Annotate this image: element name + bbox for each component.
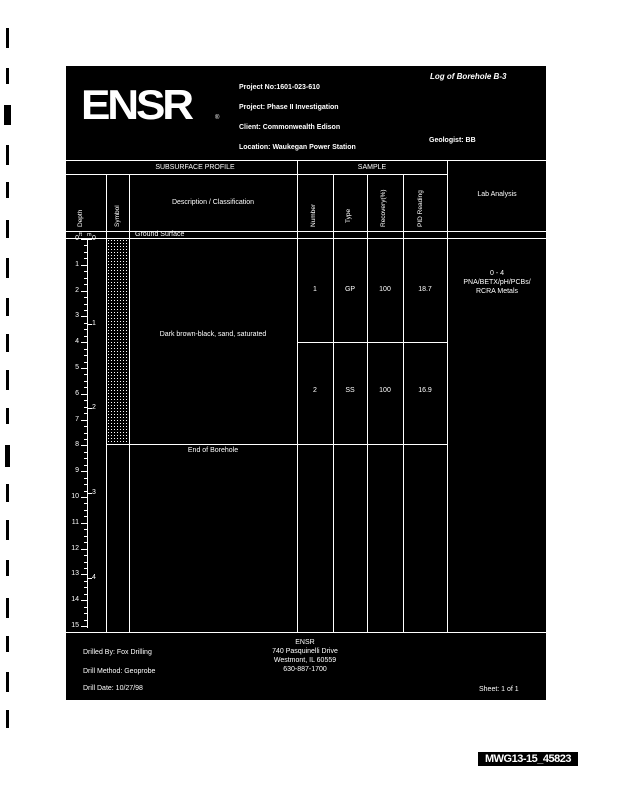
depth-minor-tick: [84, 355, 87, 356]
drilled-by: Drilled By: Fox Drilling: [83, 649, 152, 656]
depth-ft-tick: [81, 626, 87, 627]
depth-ft-label: 1: [75, 260, 79, 268]
depth-ft-tick: [81, 368, 87, 369]
depth-minor-tick: [84, 278, 87, 279]
lab-analytes-line1: PNA/BETX/pH/PCBs/: [463, 279, 531, 286]
depth-minor-tick: [84, 594, 87, 595]
sample-2-number: 2: [313, 387, 317, 394]
sample-2-pid: 16.9: [418, 387, 432, 394]
depth-minor-tick: [84, 362, 87, 363]
layer-description: Dark brown-black, sand, saturated: [159, 331, 267, 338]
depth-m-label: 3: [92, 488, 96, 496]
depth-ft-label: 13: [71, 570, 79, 578]
depth-minor-tick: [84, 581, 87, 582]
depth-ft-tick: [81, 420, 87, 421]
sample-1-type: GP: [344, 286, 356, 293]
sample-1-number: 1: [313, 286, 317, 293]
depth-ft-label: 12: [71, 544, 79, 552]
depth-ft-label: 2: [75, 286, 79, 294]
depth-minor-tick: [84, 452, 87, 453]
depth-minor-tick: [84, 607, 87, 608]
number-column-header: Number: [310, 203, 317, 227]
depth-minor-tick: [84, 478, 87, 479]
depth-ft-label: 4: [75, 338, 79, 346]
depth-minor-tick: [84, 310, 87, 311]
registered-mark: ®: [215, 115, 220, 121]
depth-minor-tick: [84, 407, 87, 408]
depth-minor-tick: [84, 555, 87, 556]
depth-ft-label: 5: [75, 364, 79, 371]
depth-minor-tick: [84, 258, 87, 259]
depth-ft-tick: [81, 291, 87, 292]
depth-minor-tick: [84, 400, 87, 401]
depth-minor-tick: [84, 613, 87, 614]
end-of-borehole-label: End of Borehole: [187, 447, 239, 454]
company-address-line1: 740 Pasquinelli Drive: [272, 648, 338, 655]
depth-ft-tick: [81, 239, 87, 240]
ground-surface-label: Ground Surface: [135, 231, 185, 238]
depth-minor-tick: [84, 458, 87, 459]
scan-edge-marks: [0, 0, 14, 800]
depth-minor-tick: [84, 304, 87, 305]
sample-2-recovery: 100: [379, 387, 391, 394]
recovery-column-header: Recovery(%): [380, 189, 387, 227]
depth-minor-tick: [84, 349, 87, 350]
depth-ft-label: 9: [75, 467, 79, 475]
sample-heading: SAMPLE: [357, 164, 387, 171]
depth-ft-tick: [81, 600, 87, 601]
depth-minor-tick: [84, 491, 87, 492]
depth-minor-tick: [84, 465, 87, 466]
depth-minor-tick: [84, 503, 87, 504]
location: Location: Waukegan Power Station: [239, 144, 356, 151]
depth-minor-tick: [84, 387, 87, 388]
depth-ft-tick: [81, 265, 87, 266]
depth-ft-label: 6: [75, 389, 79, 397]
type-column-header: Type: [345, 208, 352, 223]
project-name: Project: Phase II Investigation: [239, 104, 339, 111]
depth-minor-tick: [84, 284, 87, 285]
depth-ft-label: 0: [75, 235, 79, 242]
depth-minor-tick: [84, 252, 87, 253]
sample-1-recovery: 100: [379, 286, 391, 293]
lab-analysis-column-header: Lab Analysis: [477, 191, 517, 198]
depth-minor-tick: [84, 439, 87, 440]
depth-m-label: 4: [92, 573, 96, 581]
depth-column-header: Depth: [77, 209, 84, 227]
client-name: Client: Commonwealth Edison: [239, 124, 341, 131]
depth-minor-tick: [84, 336, 87, 337]
depth-minor-tick: [84, 587, 87, 588]
symbol-column-header: Symbol: [114, 205, 121, 227]
depth-minor-tick: [84, 562, 87, 563]
depth-ft-tick: [81, 523, 87, 524]
depth-minor-tick: [84, 516, 87, 517]
pid-column-header: PID Reading: [417, 190, 424, 227]
depth-minor-tick: [84, 568, 87, 569]
depth-minor-tick: [84, 433, 87, 434]
lab-interval: 0 - 4: [489, 270, 504, 277]
depth-unit-ft: ft: [79, 232, 83, 238]
depth-minor-tick: [84, 620, 87, 621]
depth-minor-tick: [84, 271, 87, 272]
bates-stamp: MWG13-15_45823: [478, 752, 578, 766]
depth-ft-label: 10: [71, 493, 79, 500]
depth-minor-tick: [84, 329, 87, 330]
depth-ft-label: 11: [71, 518, 79, 526]
depth-minor-tick: [84, 381, 87, 382]
depth-unit-m: m: [87, 232, 92, 238]
sample-1-pid: 18.7: [418, 286, 432, 293]
depth-ft-label: 14: [71, 596, 79, 604]
depth-ft-label: 15: [71, 622, 79, 629]
drill-method: Drill Method: Geoprobe: [83, 668, 156, 675]
depth-ft-tick: [81, 394, 87, 395]
depth-m-label: 2: [92, 404, 96, 412]
depth-ft-tick: [81, 342, 87, 343]
depth-ft-tick: [81, 445, 87, 446]
log-title: Log of Borehole B-3: [430, 72, 507, 81]
depth-m-label: 1: [92, 319, 96, 327]
depth-ft-tick: [81, 471, 87, 472]
project-number: Project No:1601-023-610: [239, 84, 320, 91]
borehole-log-sheet: [65, 65, 547, 701]
geologist: Geologist: BB: [429, 137, 476, 144]
depth-ft-label: 8: [75, 441, 79, 449]
depth-minor-tick: [84, 374, 87, 375]
depth-minor-tick: [84, 536, 87, 537]
depth-ft-tick: [81, 574, 87, 575]
depth-minor-tick: [84, 510, 87, 511]
depth-ft-tick: [81, 316, 87, 317]
depth-minor-tick: [84, 245, 87, 246]
company-name: ENSR: [295, 639, 315, 646]
sample-2-type: SS: [345, 387, 355, 394]
depth-ft-label: 7: [75, 415, 79, 423]
lab-analytes-line2: RCRA Metals: [475, 288, 518, 295]
sand-symbol-pattern: [107, 239, 129, 444]
subsurface-profile-heading: SUBSURFACE PROFILE: [155, 164, 235, 171]
depth-minor-tick: [84, 529, 87, 530]
depth-ft-label: 3: [75, 312, 79, 320]
depth-minor-tick: [84, 484, 87, 485]
depth-ft-tick: [81, 549, 87, 550]
company-phone: 630-887-1700: [283, 666, 327, 673]
company-address-line2: Westmont, IL 60559: [273, 657, 337, 664]
depth-m-label: 0: [92, 235, 96, 242]
depth-minor-tick: [84, 413, 87, 414]
depth-ft-tick: [81, 497, 87, 498]
depth-minor-tick: [84, 297, 87, 298]
ensr-logo: ENSR: [81, 81, 191, 128]
depth-minor-tick: [84, 426, 87, 427]
description-column-header: Description / Classification: [171, 199, 255, 206]
depth-minor-tick: [84, 323, 87, 324]
depth-minor-tick: [84, 542, 87, 543]
drill-date: Drill Date: 10/27/98: [83, 685, 143, 692]
sheet-number: Sheet: 1 of 1: [479, 686, 519, 693]
